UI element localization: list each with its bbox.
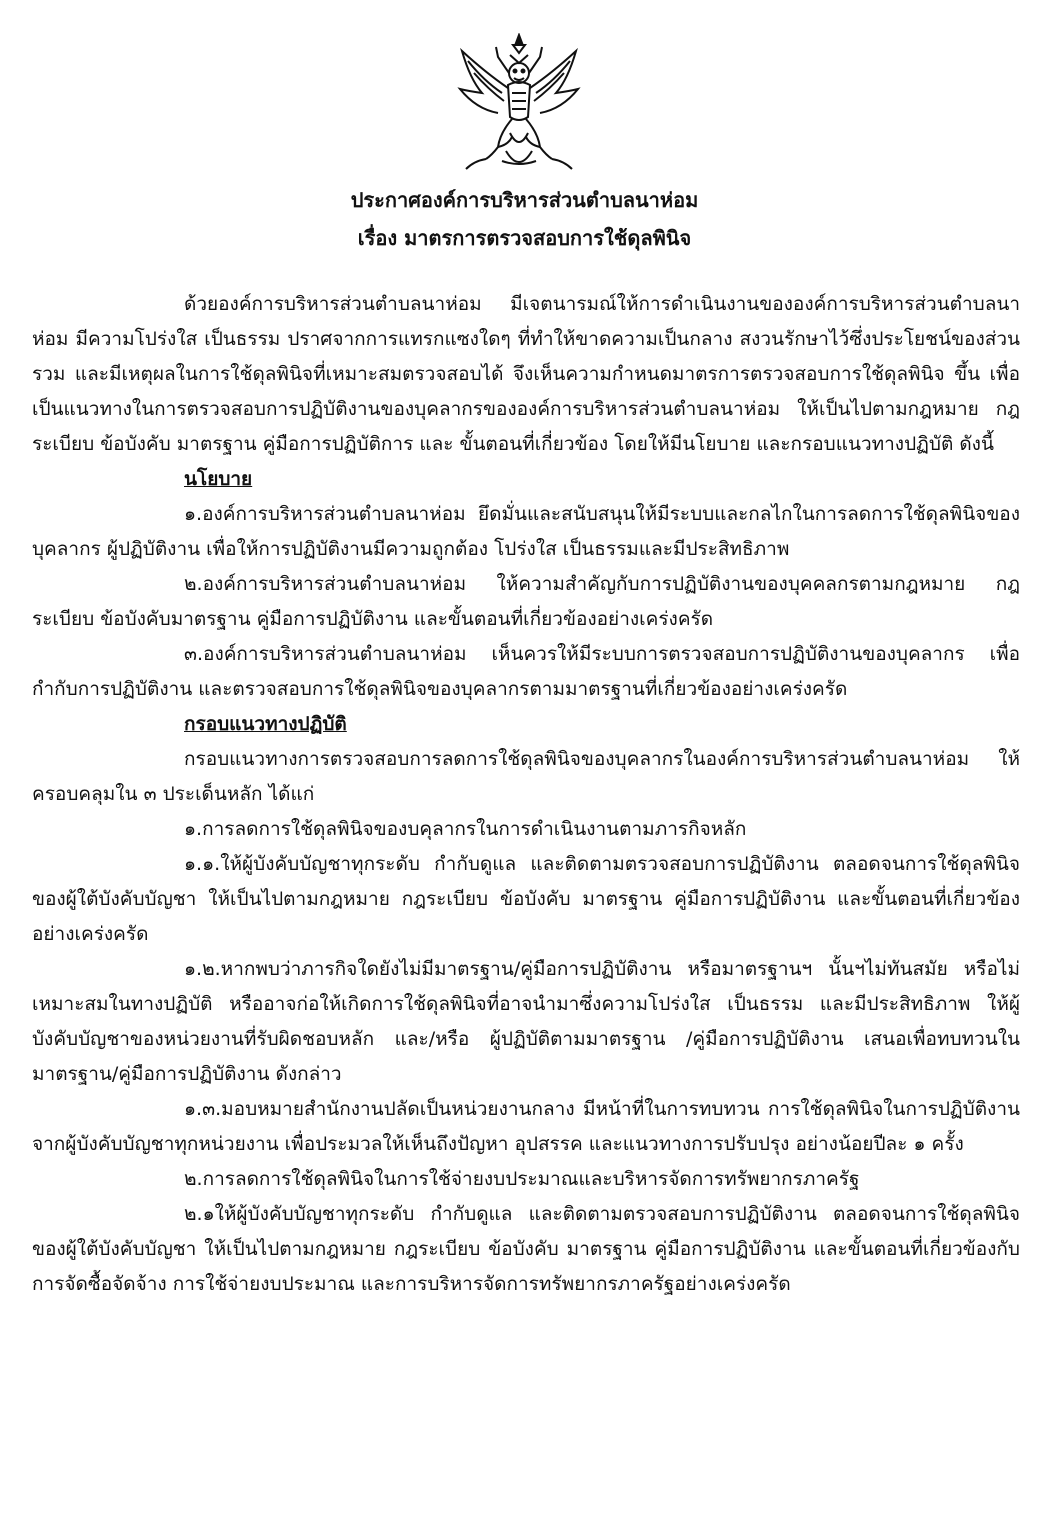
document-title: ประกาศองค์การบริหารส่วนตำบลนาห่อม: [350, 188, 699, 212]
section-title: ๑.การลดการใช้ดุลพินิจของบคุลากรในการดำเนินงานตามภารกิจหลัก: [184, 818, 747, 840]
policy-item: ๑.องค์การบริหารส่วนตำบลนาห่อม ยึดมั่นและสนับสนุนให้มีระบบและกลไกในการลดการใช้ดุลพินิจของบุคลากร ผู้ปฏิบัติงาน เพื่อให้การปฏิบัติงานมีความถูกต้อง โปร่งใส เป็นธรรมและมีประสิทธิภาพ: [32, 503, 1020, 560]
document-body: [32, 287, 1020, 1302]
document-subject: เรื่อง มาตรการตรวจสอบการใช้ดุลพินิจ: [357, 226, 692, 250]
framework-intro: กรอบแนวทางการตรวจสอบการลดการใช้ดุลพินิจของบุคลากรในองค์การบริหารส่วนตำบลนาห่อม ให้ครอบคลุมใน ๓ ประเด็นหลัก ได้แก่: [32, 748, 1020, 805]
policy-item: ๒.องค์การบริหารส่วนตำบลนาห่อม ให้ความสำคัญกับการปฏิบัติงานของบุคคลกรตามกฎหมาย กฎระเบียบ ข้อบังคับมาตรฐาน คู่มือการปฏิบัติงาน และขั้นตอนที่เกี่ยวข้องอย่างเคร่งครัด: [32, 573, 1020, 630]
section-item: ๑.๑.ให้ผู้บังคับบัญชาทุกระดับ กำกับดูแล และติดตามตรวจสอบการปฏิบัติงาน ตลอดจนการใช้ดุลพินิจของผู้ใต้บังคับบัญชา ให้เป็นไปตามกฎหมาย กฎระเบียบ ข้อบังคับ มาตรฐาน คู่มือการปฏิบัติงาน และขั้นตอนที่เกี่ยวข้องอย่างเคร่งครัด: [32, 853, 1020, 945]
intro-paragraph: ด้วยองค์การบริหารส่วนตำบลนาห่อม มีเจตนารมณ์ให้การดำเนินงานขององค์การบริหารส่วนตำบลนาห่อม มีความโปร่งใส เป็นธรรม ปราศจากการแทรกแซงใดๆ ที่ทำให้ขาดความเป็นกลาง สงวนรักษาไว้ซึ่งประโยชน์ของส่วนรวม และมีเหตุผลในการใช้ดุลพินิจที่เหมาะสมตรวจสอบได้ จึงเห็นความกำหนดมาตรการตรวจสอบการใช้ดุลพินิจ ขึ้น เพื่อเป็นแนวทางในการตรวจสอบการปฏิบัติงานของบุคลากรขององค์การบริหารส่วนตำบลนาห่อม ให้เป็นไปตามกฎหมาย กฎระเบียบ ข้อบังคับ มาตรฐาน คู่มือการปฏิบัติการ และ ขั้นตอนที่เกี่ยวข้อง โดยให้มีนโยบาย และกรอบแนวทางปฏิบัติ ดังนี้: [32, 293, 1020, 455]
section-item: ๑.๓.มอบหมายสำนักงานปลัดเป็นหน่วยงานกลาง มีหน้าที่ในการทบทวน การใช้ดุลพินิจในการปฏิบัติงานจากผู้บังคับบัญชาทุกหน่วยงาน เพื่อประมวลให้เห็นถึงปัญหา อุปสรรค และแนวทางการปรับปรุง อย่างน้อยปีละ ๑ ครั้ง: [32, 1098, 1020, 1155]
policy-heading: นโยบาย: [184, 468, 253, 490]
section-title: ๒.การลดการใช้ดุลพินิจในการใช้จ่ายงบประมาณและบริหารจัดการทรัพยากรภาครัฐ: [184, 1168, 860, 1190]
garuda-emblem: [456, 33, 582, 175]
section-item: ๒.๑ให้ผู้บังคับบัญชาทุกระดับ กำกับดูแล และติดตามตรวจสอบการปฏิบัติงาน ตลอดจนการใช้ดุลพินิจของผู้ใต้บังคับบัญชา ให้เป็นไปตามกฎหมาย กฎระเบียบ ข้อบังคับ มาตรฐาน คู่มือการปฏิบัติงาน และขั้นตอนที่เกี่ยวข้องกับการจัดซื้อจัดจ้าง การใช้จ่ายงบประมาณ และการบริหารจัดการทรัพยากรภาครัฐอย่างเคร่งครัด: [32, 1203, 1020, 1295]
policy-item: ๓.องค์การบริหารส่วนตำบลนาห่อม เห็นควรให้มีระบบการตรวจสอบการปฏิบัติงานของบุคลากร เพื่อกำกับการปฏิบัติงาน และตรวจสอบการใช้ดุลพินิจของบุคลากรตามมาตรฐานที่เกี่ยวข้องอย่างเคร่งครัด: [32, 643, 1020, 700]
section-item: ๑.๒.หากพบว่าภารกิจใดยังไม่มีมาตรฐาน/คู่มือการปฏิบัติงาน หรือมาตรฐานฯ นั้นฯไม่ทันสมัย หรือไม่เหมาะสมในทางปฏิบัติ หรืออาจก่อให้เกิดการใช้ดุลพินิจที่อาจนำมาซึ่งความโปร่งใส เป็นธรรม และมีประสิทธิภาพ ให้ผู้บังคับบัญชาของหน่วยงานที่รับผิดชอบหลัก และ/หรือ ผู้ปฏิบัติตามมาตรฐาน /คู่มือการปฏิบัติงาน เสนอเพื่อทบทวนในมาตรฐาน/คู่มือการปฏิบัติงาน ดังกล่าว: [32, 958, 1020, 1085]
framework-heading: กรอบแนวทางปฏิบัติ: [184, 713, 347, 735]
